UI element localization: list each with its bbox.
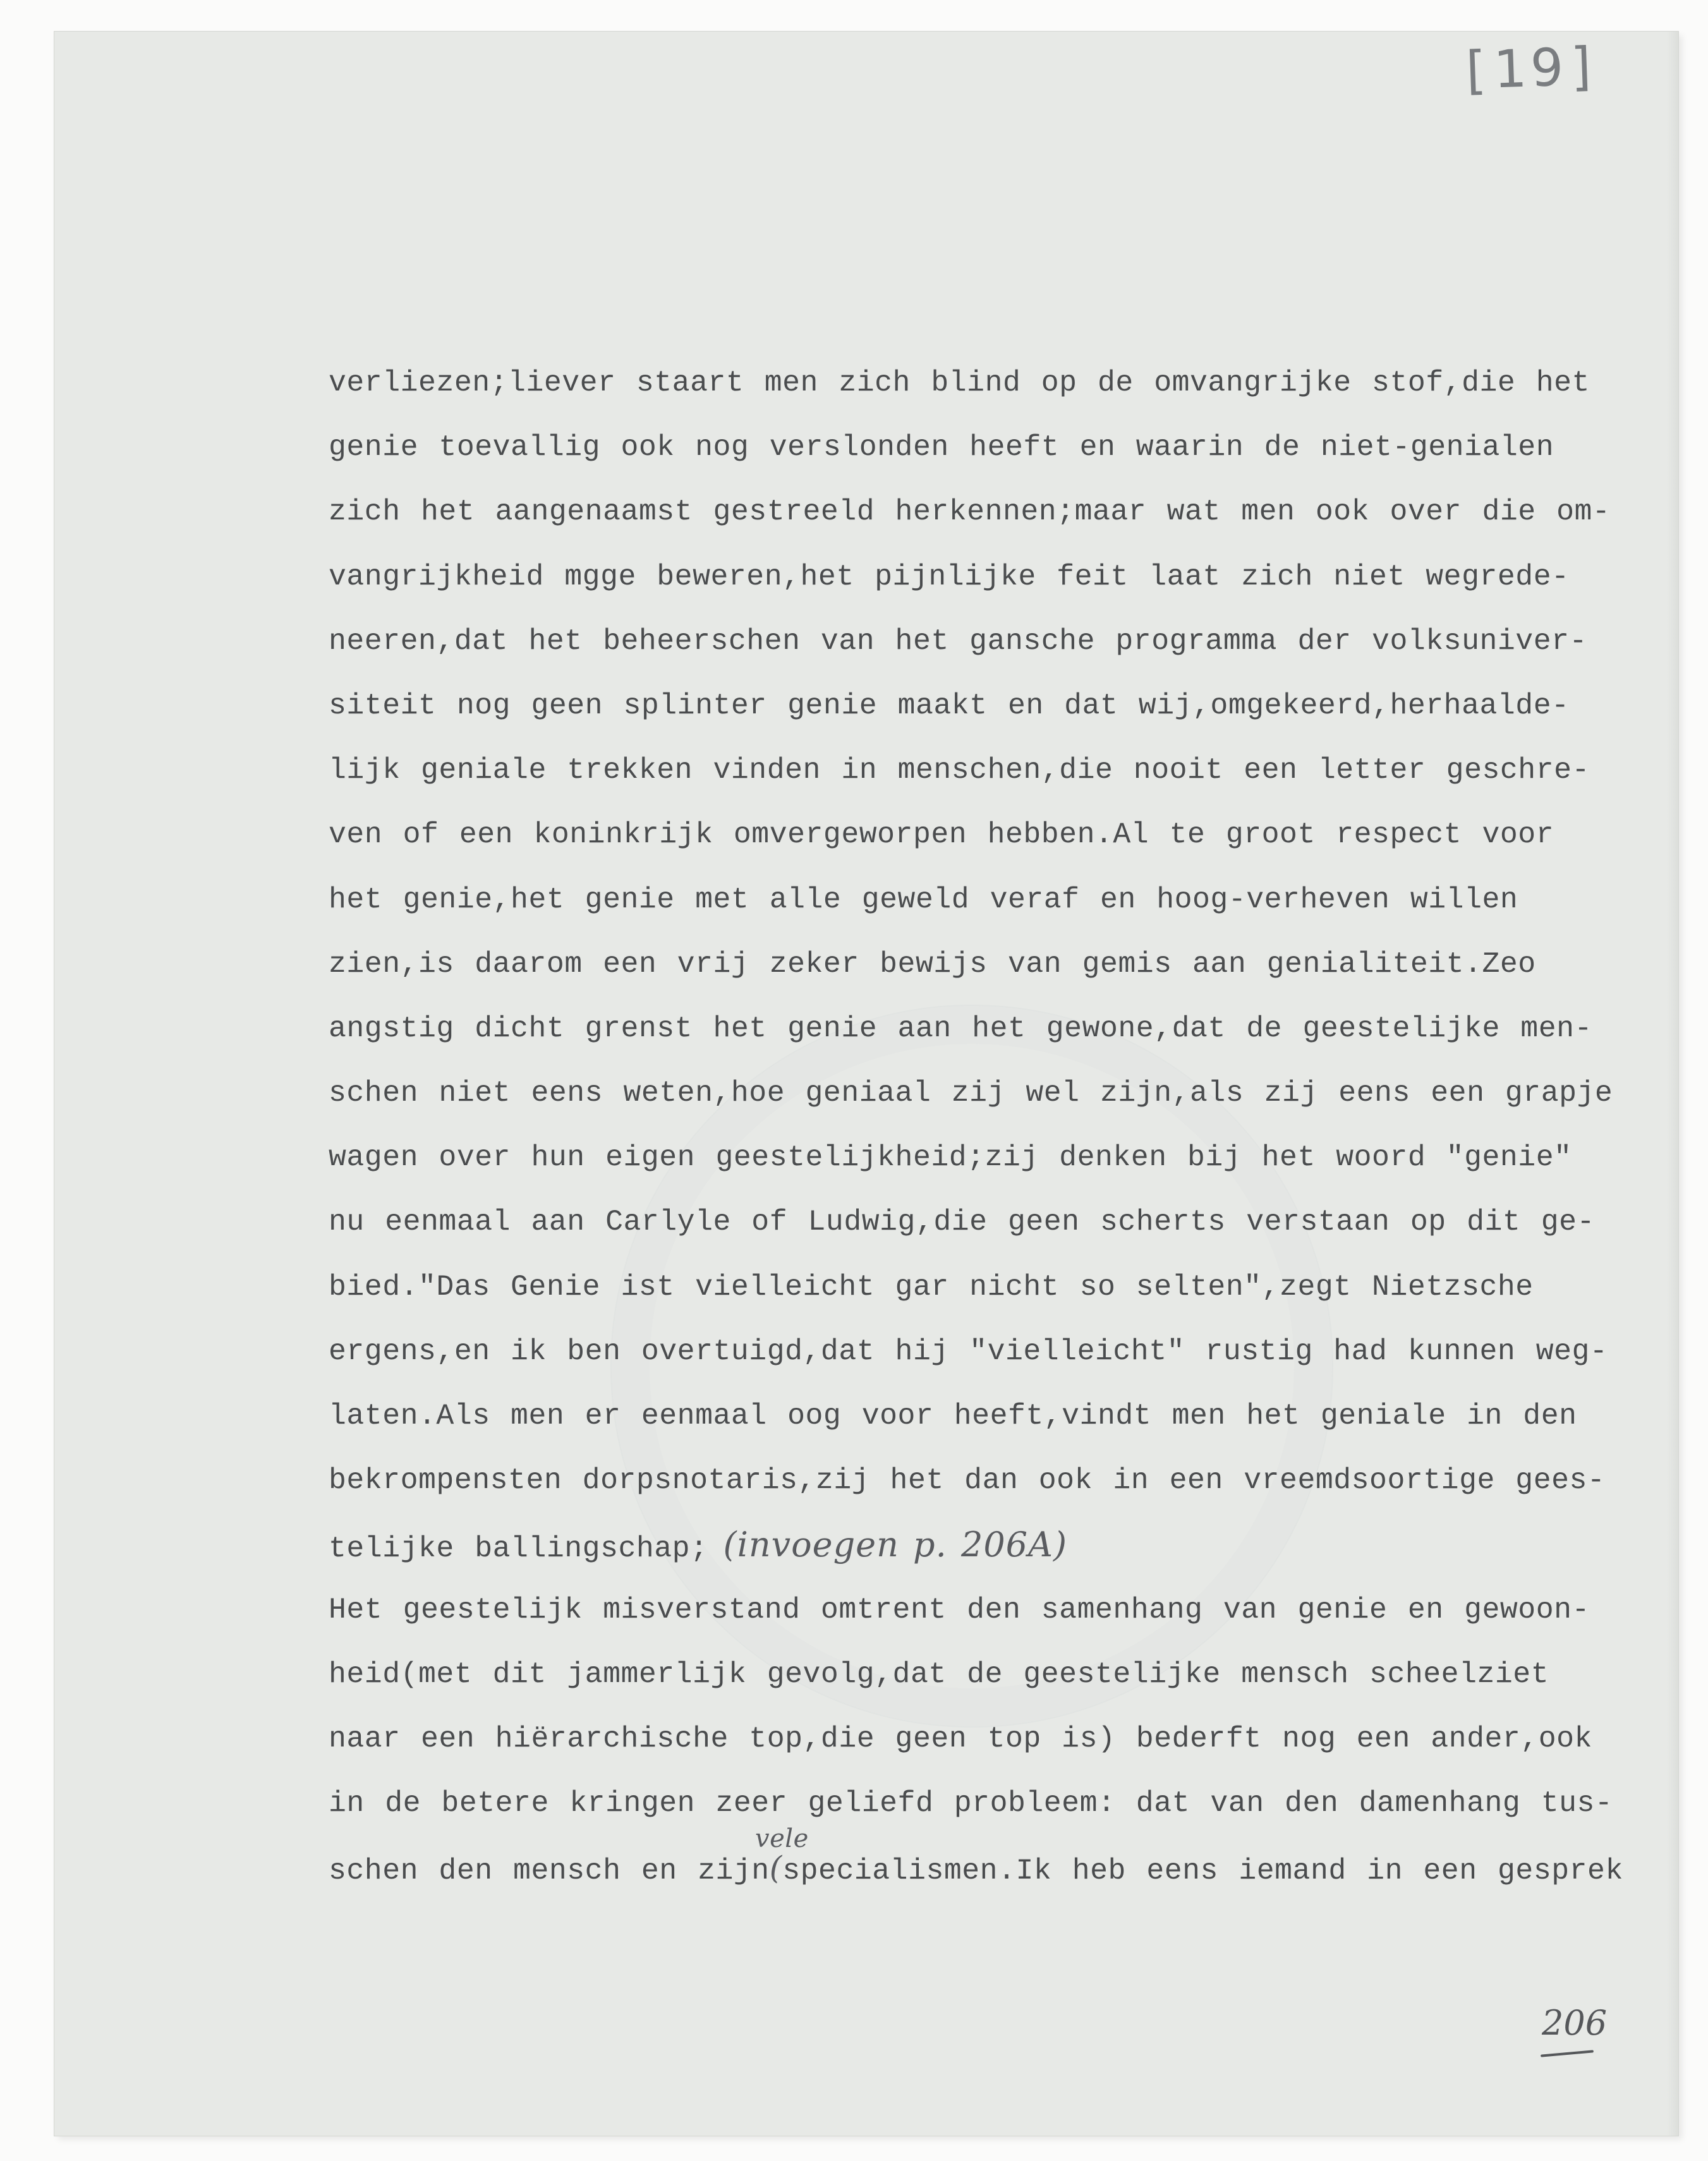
page-edge-shadow [1667,32,1678,2136]
text-line: zien,is daarom een vrij zeker bewijs van gemis aan genialiteit.Zeo [329,947,1536,981]
folio-number-value: 19 [1493,37,1568,100]
text-line: vangrijkheid mgge beweren,het pijnlijke feit laat zich niet wegrede- [329,559,1570,593]
typed-fragment: telijke ballingschap; [329,1532,708,1566]
text-line: lijk geniale trekken vinden in menschen,die nooit een letter geschre- [329,753,1590,787]
text-line: nu eenmaal aan Carlyle of Ludwig,die geen scherts verstaan op dit ge- [329,1205,1595,1239]
text-line: neeren,dat het beheerschen van het gansche programma der volksuniver- [329,624,1587,658]
folio-bracket-close: ] [1566,36,1604,98]
text-line: naar een hiërarchische top,die geen top is) bederft nog een ander,ook [329,1721,1592,1755]
insertion-caret-mark: ( [769,1849,783,1887]
text-line: angstig dicht grenst het genie aan het gewone,dat de geestelijke men- [329,1011,1592,1045]
text-line: ergens,en ik ben overtuigd,dat hij "vielleicht" rustig had kunnen weg- [329,1334,1608,1368]
text-line: bied."Das Genie ist vielleicht gar nicht so selten",zegt Nietzsche [329,1269,1534,1304]
text-line-with-insertion [329,1824,1668,1900]
text-line: het genie,het genie met alle geweld veraf en hoog-verheven willen [329,882,1518,916]
typed-fragment: schen den mensch en zijn [329,1854,770,1888]
text-line: Het geestelijk misverstand omtrent den samenhang van genie en gewoon- [329,1592,1590,1626]
folio-number [1457,36,1604,155]
text-line: genie toevallig ook nog verslonden heeft en waarin de niet-genialen [329,430,1554,464]
handwritten-insertion-note: (invoegen p. 206A) [723,1525,1068,1565]
typed-fragment: specialismen.Ik heb eens iemand in een gesprek [782,1854,1623,1888]
text-line: zich het aangenaamst gestreeld herkennen;maar wat men ook over die om- [329,495,1611,529]
handwritten-inserted-word: vele [755,1824,809,1854]
handwritten-page-number: 206 [1542,2003,1608,2043]
text-line: wagen over hun eigen geestelijkheid;zij denken bij het woord "genie" [329,1141,1572,1175]
typed-body-text [329,351,1668,1901]
text-line-with-annotation [329,1513,1668,1577]
text-line: bekrompensten dorpsnotaris,zij het dan ook in een vreemdsoortige gees- [329,1463,1606,1498]
text-line: laten.Als men er eenmaal oog voor heeft,vindt men het geniale in den [329,1399,1577,1432]
text-line: schen niet eens weten,hoe geniaal zij wel zijn,als zij eens een grapje [329,1076,1613,1110]
text-line: heid(met dit jammerlijk gevolg,dat de geestelijke mensch scheelziet [329,1657,1549,1691]
folio-bracket-open: [ [1457,40,1495,102]
text-line: ven of een koninkrijk omvergeworpen hebben.Al te groot respect voor [329,818,1554,852]
text-line: verliezen;liever staart men zich blind op de omvangrijke stof,die het [329,366,1590,399]
text-line: siteit nog geen splinter genie maakt en dat wij,omgekeerd,herhaalde- [329,688,1570,722]
text-line: in de betere kringen zeer geliefd probleem: dat van den damenhang tus- [329,1786,1613,1820]
